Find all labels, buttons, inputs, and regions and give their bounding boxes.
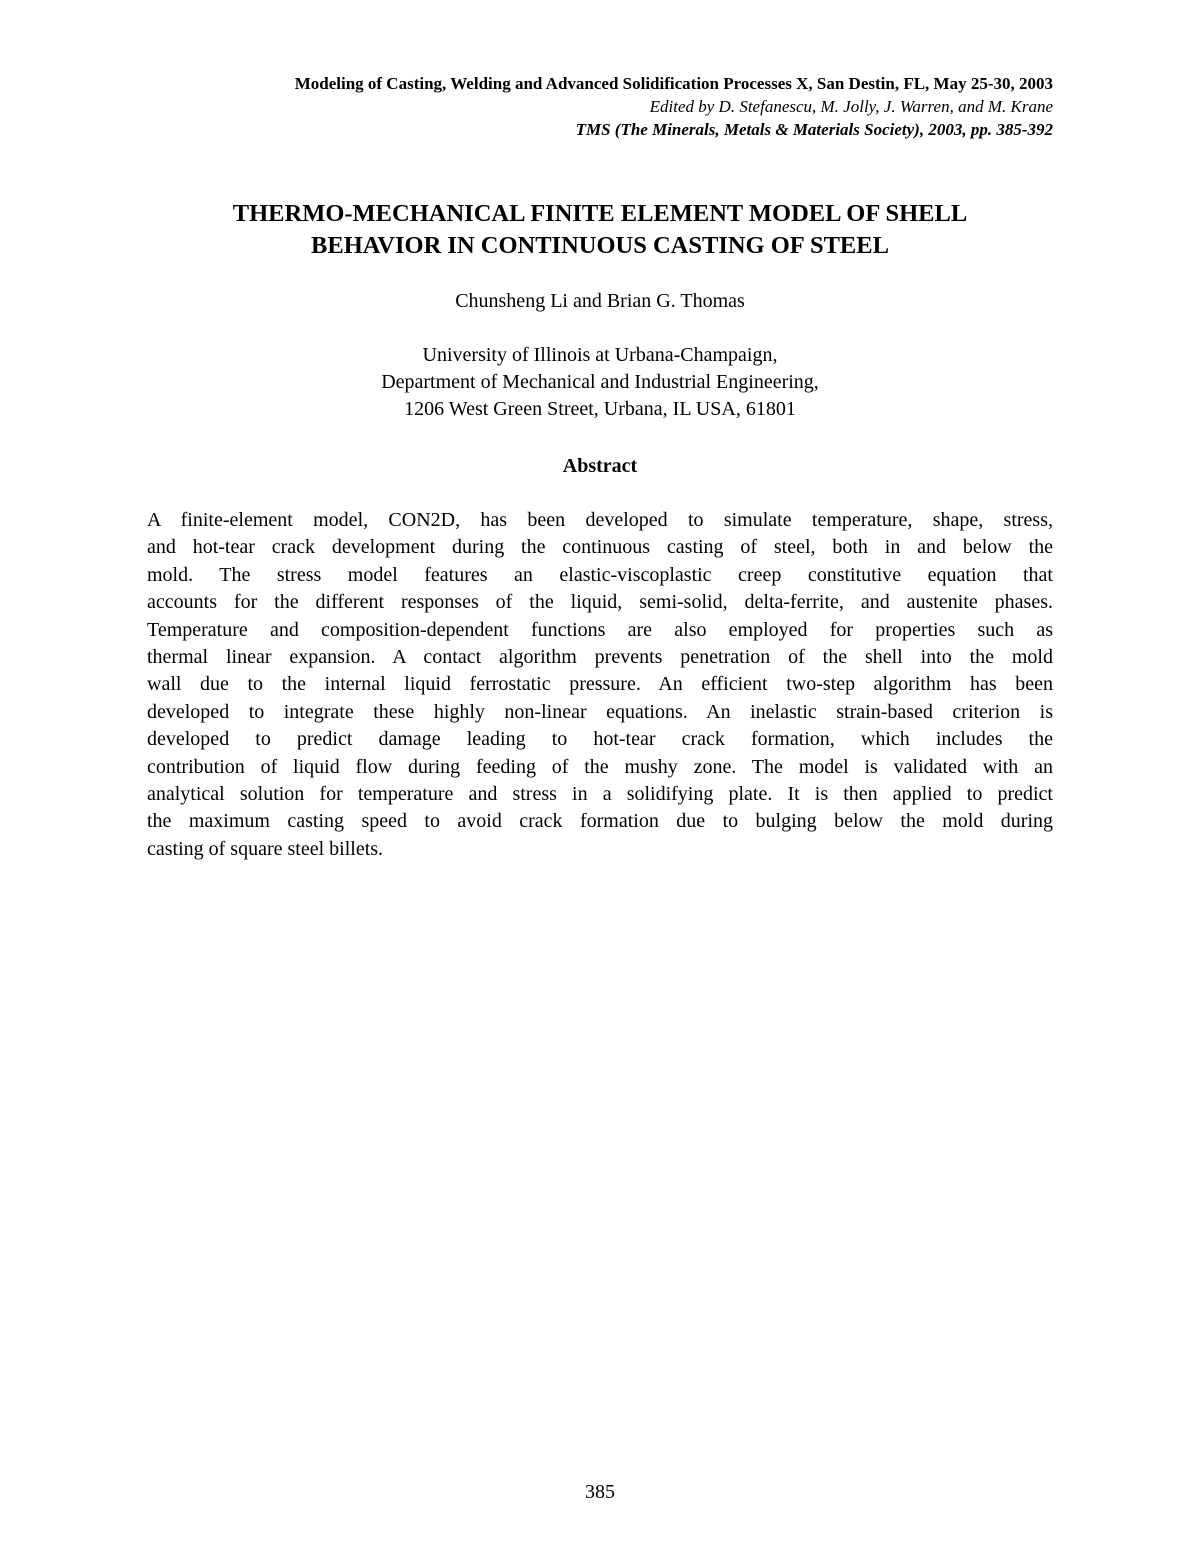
abstract-line: developed to integrate these highly non-linear equations. An inelastic strain-based criterion is [147, 700, 1053, 723]
author-list: Chunsheng Li and Brian G. Thomas [455, 290, 745, 312]
title-line-1: THERMO-MECHANICAL FINITE ELEMENT MODEL OF SHELL [232, 200, 968, 227]
abstract-line: accounts for the different responses of the liquid, semi-solid, delta-ferrite, and austenite phases. [147, 591, 1053, 614]
abstract-line: wall due to the internal liquid ferrostatic pressure. An efficient two-step algorithm has been [147, 673, 1053, 696]
affiliation-line-3: 1206 West Green Street, Urbana, IL USA, 61801 [404, 398, 796, 420]
page-number: 385 [585, 1481, 615, 1503]
affiliation-line-1: University of Illinois at Urbana-Champaign, [422, 344, 778, 366]
abstract-line: contribution of liquid flow during feeding of the mushy zone. The model is validated with an [147, 755, 1053, 778]
editors-line: Edited by D. Stefanescu, M. Jolly, J. Warren, and M. Krane [649, 97, 1053, 116]
abstract-line: mold. The stress model features an elastic-viscoplastic creep constitutive equation that [147, 563, 1053, 586]
running-header [295, 72, 1053, 141]
affiliation-line-2: Department of Mechanical and Industrial Engineering, [381, 371, 819, 393]
title-line-2: BEHAVIOR IN CONTINUOUS CASTING OF STEEL [311, 232, 889, 259]
abstract-line: the maximum casting speed to avoid crack formation due to bulging below the mold during [147, 810, 1053, 833]
abstract-body [147, 507, 1053, 863]
abstract-line: thermal linear expansion. A contact algorithm prevents penetration of the shell into the mold [147, 646, 1053, 669]
abstract-line: casting of square steel billets. [147, 837, 384, 860]
abstract-line: developed to predict damage leading to hot-tear crack formation, which includes the [147, 728, 1053, 751]
publisher-line: TMS (The Minerals, Metals & Materials Society), 2003, pp. 385-392 [575, 120, 1053, 139]
abstract-heading: Abstract [562, 455, 638, 477]
abstract-line: A finite-element model, CON2D, has been developed to simulate temperature, shape, stress, [147, 509, 1053, 531]
affiliation [147, 342, 1053, 423]
conference-line: Modeling of Casting, Welding and Advanced Solidification Processes X, San Destin, FL, May 25-30, 2003 [294, 74, 1053, 93]
abstract-line: analytical solution for temperature and stress in a solidifying plate. It is then applied to predict [147, 783, 1053, 806]
abstract-line: Temperature and composition-dependent functions are also employed for properties such as [147, 618, 1053, 641]
abstract-line: and hot-tear crack development during the continuous casting of steel, both in and below the [147, 536, 1053, 559]
paper-title [147, 198, 1053, 262]
